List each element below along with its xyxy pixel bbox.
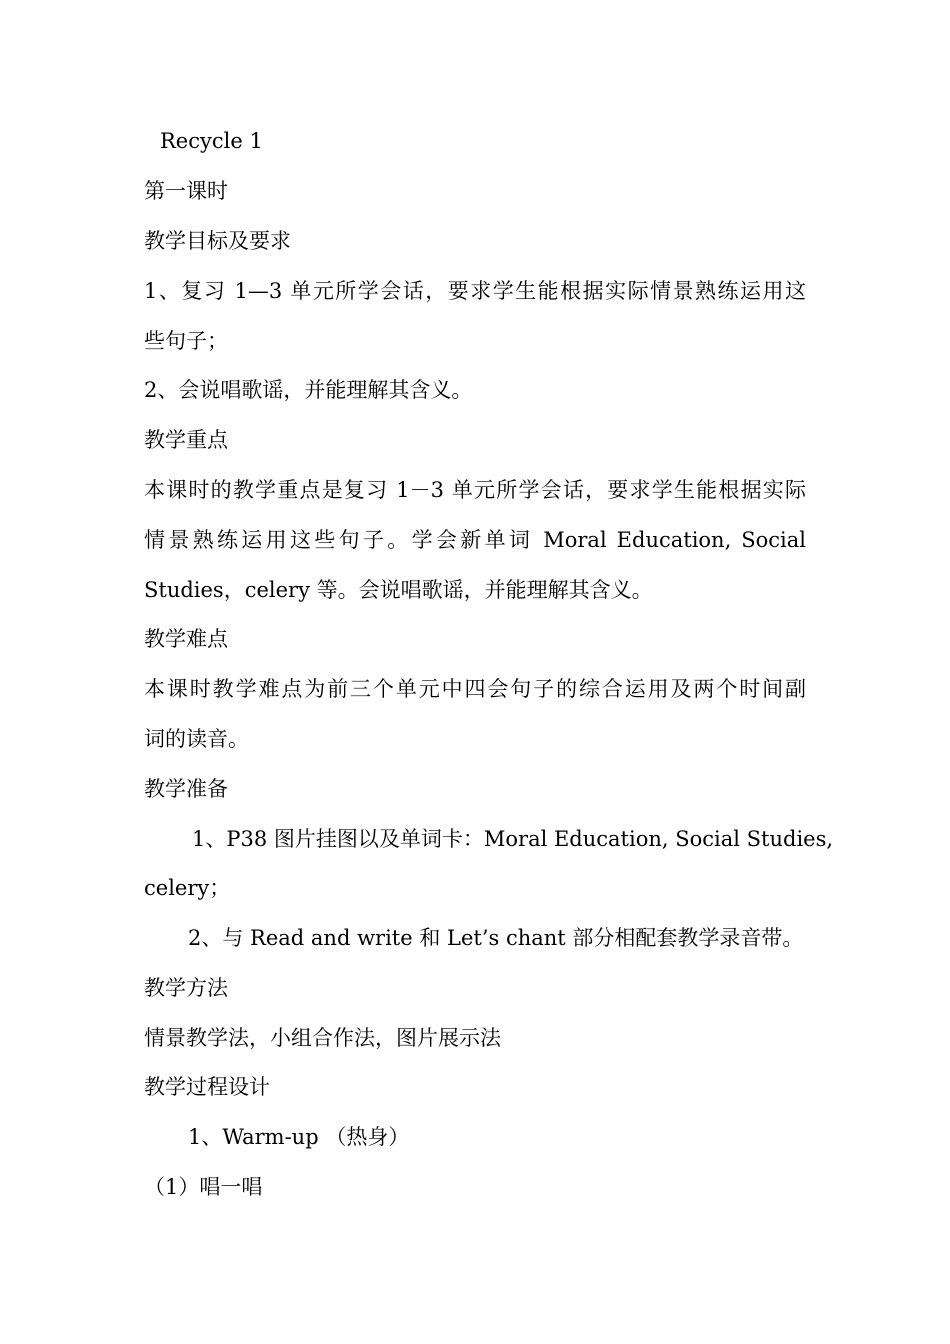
- lesson-label: 第一课时: [144, 179, 228, 203]
- preparation-1-line-2: celery；: [144, 876, 231, 900]
- objective-1-line-2: 些句子；: [144, 329, 228, 353]
- process-step-1: 1、Warm-up （热身）: [188, 1125, 410, 1149]
- methods-text: 情景教学法，小组合作法，图片展示法: [144, 1026, 501, 1050]
- document-title: Recycle 1: [160, 129, 263, 153]
- preparation-2: 2、与 Read and write 和 Let’s chant 部分相配套教学录音带。: [188, 926, 804, 950]
- difficulties-heading: 教学难点: [144, 627, 228, 651]
- process-heading: 教学过程设计: [144, 1075, 270, 1099]
- process-step-1-1: （1）唱一唱: [144, 1175, 263, 1199]
- preparation-1-line-1: 1、P38 图片挂图以及单词卡：Moral Education, Social Studies,: [192, 827, 834, 851]
- preparation-heading: 教学准备: [144, 777, 228, 801]
- objective-2: 2、会说唱歌谣，并能理解其含义。: [144, 378, 473, 402]
- key-points-line-1: 本课时的教学重点是复习 1－3 单元所学会话，要求学生能根据实际: [144, 478, 806, 502]
- key-points-line-2: 情景熟练运用这些句子。学会新单词 Moral Education, Social: [144, 528, 806, 552]
- objective-1-line-1: 1、复习 1—3 单元所学会话，要求学生能根据实际情景熟练运用这: [144, 279, 806, 303]
- difficulties-line-1: 本课时教学难点为前三个单元中四会句子的综合运用及两个时间副: [144, 677, 806, 701]
- key-points-heading: 教学重点: [144, 428, 228, 452]
- difficulties-line-2: 词的读音。: [144, 727, 249, 751]
- objectives-heading: 教学目标及要求: [144, 229, 291, 253]
- methods-heading: 教学方法: [144, 976, 228, 1000]
- key-points-line-3: Studies，celery 等。会说唱歌谣，并能理解其含义。: [144, 578, 653, 602]
